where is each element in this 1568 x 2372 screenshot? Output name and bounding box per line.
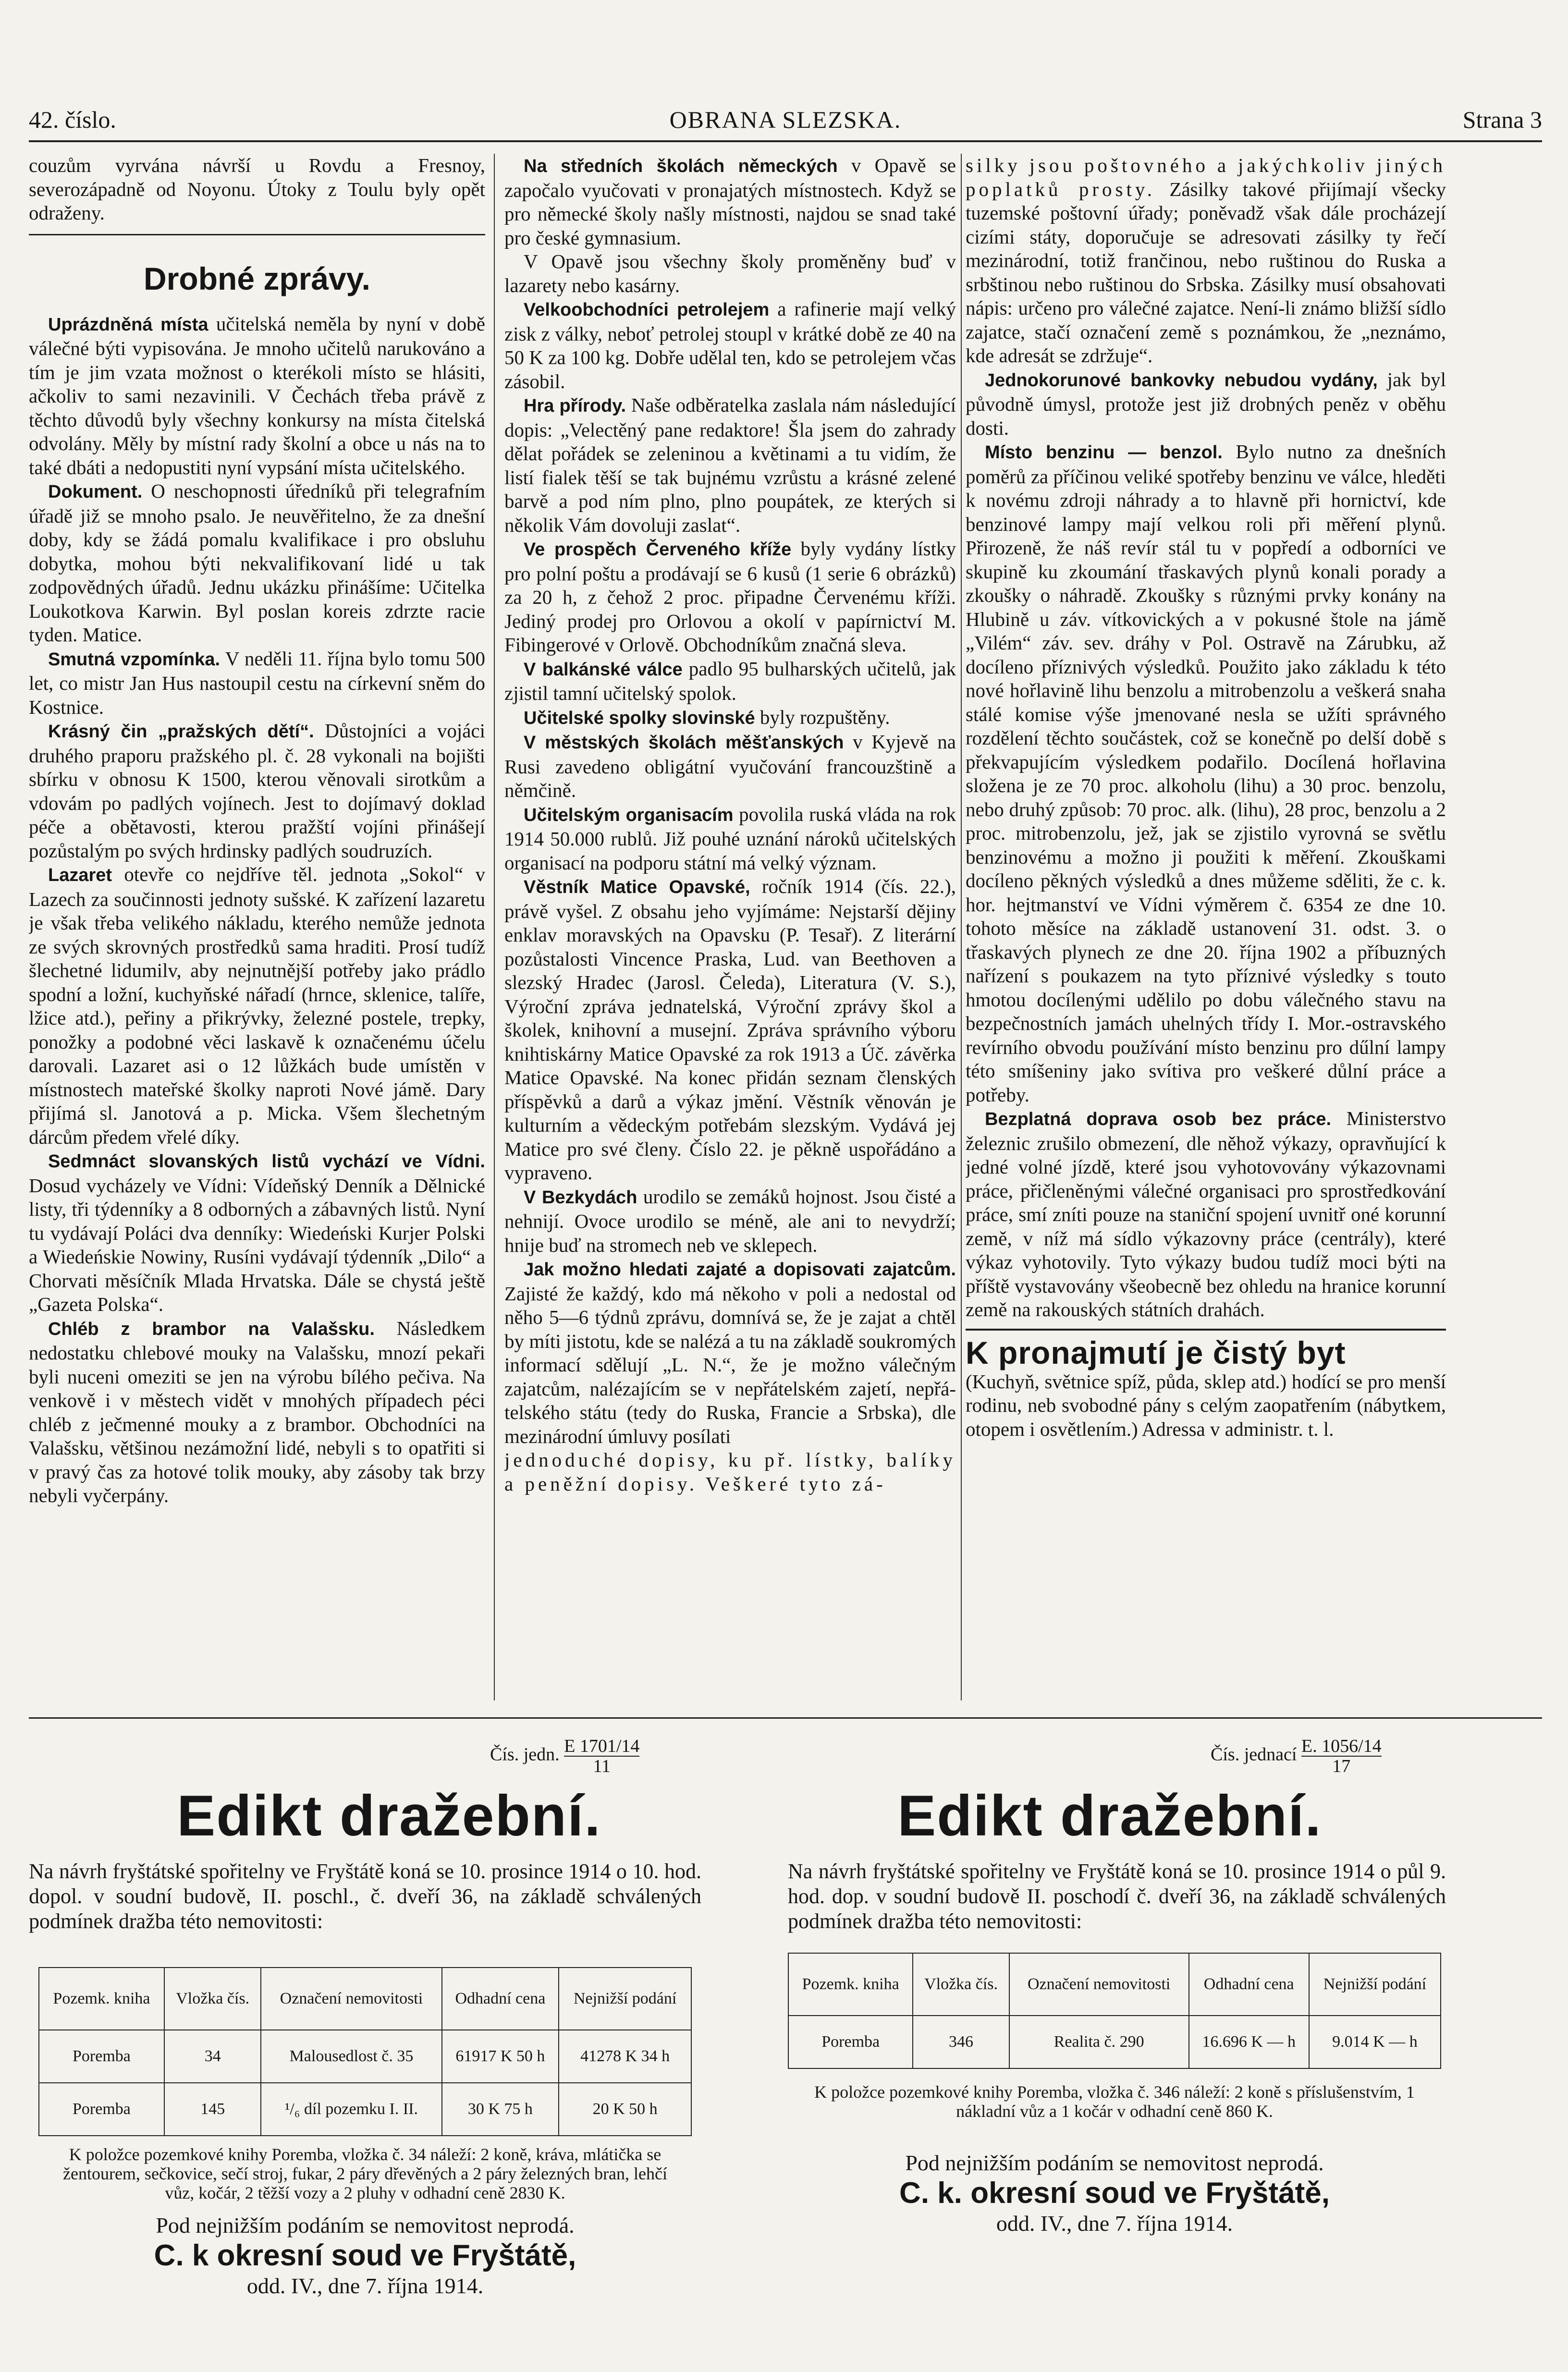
table-header-row: [39, 1968, 691, 2030]
ad-text: (Kuchyň, světnice spíž, půda, sklep atd.) hodící se pro menší rodinu, neb svobodné pány s celým zaopatřením (nábytkem, otopem i osvětlením.) Adressa v administr. t. l.: [966, 1370, 1446, 1440]
news-item: [504, 730, 956, 803]
lead-paragraph: [966, 154, 1446, 368]
section-rule: [29, 234, 485, 235]
table-header-cell: Označení nemovitosti: [1009, 1953, 1189, 2016]
edict-footer: [29, 2212, 701, 2299]
court-name: C. k okresní soud ve Fryštátě,: [154, 2239, 576, 2272]
news-item-headline: Jednokorunové bankovky nebudou vydány,: [985, 370, 1378, 391]
table-header-cell: Nejnižší podání: [1309, 1953, 1441, 2016]
news-item-text: Zajisté že každý, kdo má někoho v poli a nedostal od něho 5—6 týdnů zprávu, domnívá se, že je zajat a chtěl by míti jistotu, kde se nalézá a tu na základě soukromých informací sdělují „L. N.“, že je možno válečným zajatcům, nalézajícím se v nepřátelském zajetí, nepřá-telského státu (tedy do Ruska, Francie a Srbska), dle mezinárodní úmluvy posílati: [504, 1282, 956, 1447]
news-item: [504, 297, 956, 393]
table-header-cell: Vložka čís.: [913, 1953, 1009, 2016]
edict-intro: Na návrh fryštátské spořitelny ve Fryštátě koná se 10. prosince 1914 o 10. hod. dopol. v soudní budově, II. poschl., č. dveří 36, na základě schválených podmínek dražba této nemovitosti:: [29, 1859, 701, 1933]
newspaper-title: OBRANA SLEZSKA.: [669, 106, 902, 133]
page-number: Strana 3: [1462, 106, 1542, 133]
news-item-text: O neschopnosti úředníků při telegrafním úřadě již se mnoho psalo. Je neuvěřitelno, že za dnešní doby, kdy se žádá pomalu kvalifikace i pro obsluhu dobytka, mohou býti nekvalifikovaní lidé u tak zodpovědných úřadů. Jednu ukázku přinášíme: Učitelka Loukotkova Karwin. Byl poslan koreis zdrzte racie tyden. Matice.: [29, 480, 485, 646]
news-item: [504, 1448, 956, 1496]
table-cell: 346: [913, 2016, 1009, 2068]
edict-intro: Na návrh fryštátské spořitelny ve Fryštátě koná se 10. prosince 1914 o půl 9. hod. dop. v soudní budově II. poschodí č. dveří 36, na základě schválených podmínek dražba této nemovitosti:: [788, 1859, 1446, 1933]
news-item-text: padlo 95 bulharských učitelů, jak zjistil tamní učitelský spolok.: [504, 657, 956, 704]
news-item-text: urodilo se zemáků hojnost. Jsou čisté a nehnijí. Ovoce urodilo se méně, ale ani to nevydrží; hnije buď na stromech neb ve sklepech.: [504, 1185, 956, 1256]
news-item-text: Dosud vycházely ve Vídni: Vídeňský Denník a Dělnické listy, tři týdenníky a 8 odborných a zábavných listů. Nyní tu vydávají Poláci dva denníky: Wiedeński Kurjer Polski a Wiedeńskie Nowiny, Rusíni vydávají týdenník „Dilo“ a Chorvati měsíčník Mlada Hrvatska. Dále se chystá ještě „Gazeta Polska“.: [29, 1174, 485, 1315]
property-table: [38, 1967, 692, 2136]
section-title: Drobné zprávy.: [144, 260, 370, 296]
news-item-text: byly vydány lístky pro polní poštu a prodávají se 6 kusů (1 serie 6 obrázků) za 20 h, z čehož 2 proc. připadne Červenému kříži. Jediný prodej pro Orlovou a okolí v papírnictví M. Fibingerové v Orlově. Obchodníkům značná sleva.: [504, 538, 956, 656]
column-2: [504, 154, 956, 1720]
news-item-headline: Jak možno hledati zajaté a dopisovati zajatcům.: [524, 1259, 956, 1280]
news-item-text: jak byl původně úmysl, protože jest již drobných peněz v oběhu dosti.: [966, 368, 1446, 439]
news-items-col1: [29, 312, 485, 1508]
reference-number: [1211, 1736, 1382, 1776]
news-item-headline: Dokument.: [48, 482, 143, 502]
news-item-text: byly rozpuštěny.: [760, 706, 890, 728]
table-cell: 30 K 75 h: [442, 2083, 559, 2136]
table-cell: 41278 K 34 h: [559, 2030, 691, 2083]
table-row: [39, 2030, 691, 2083]
news-item: [966, 1107, 1446, 1322]
court-name: C. k. okresní soud ve Fryštátě,: [899, 2176, 1330, 2210]
intro-paragraph: couzům vyrvána návrší u Rovdu a Fresnoy, severozápadně od Noyonu. Útoky z Toulu byly opět odraženy.: [29, 154, 485, 224]
spaced-text: silky jsou poštovného a jakýchkoliv jiných poplatků prosty.: [966, 154, 1446, 200]
news-item-headline: Hra přírody.: [524, 396, 626, 416]
table-cell: Poremba: [788, 2016, 913, 2068]
ad-title: K pronajmutí je čistý byt: [966, 1334, 1346, 1370]
news-item-text: V neděli 11. října bylo tomu 500 let, co mistr Jan Hus nastoupil cestu na církevní sněm do Kostnice.: [29, 647, 485, 718]
news-item-text: povolila ruská vláda na rok 1914 50.000 rublů. Již pouhé uznání nároků učitelských organisací na podporu státní má velký význam.: [504, 803, 956, 874]
news-item: [29, 863, 485, 1149]
edict-footer: [778, 2150, 1451, 2237]
news-item: [29, 479, 485, 647]
news-item-headline: Věstník Matice Opavské,: [524, 877, 750, 897]
spaced-text: jednoduché dopisy, ku př. lístky, balíky a peněžní dopisy. Veškeré tyto zá-: [504, 1449, 956, 1495]
edict-condition: Pod nejnižším podáním se nemovitost neprodá.: [156, 2213, 575, 2238]
lead-text: Zásilky takové přijímají všecky tuzemské poštovní úřady; poněvadž však dále procházejí cizími státy, doporučuje se adresovati zásilky ty řečí mezinárodní, totiž frančinou, nebo ruštinou do Ruska a srbštinou nebo ruštinou do Srbska. Zásilky musí obsahovati nápis: určeno pro válečné zajatce. Není-li známo bližší sídlo zajatce, stačí označení země s poznámkou, že „neznámo, kde adresát se zdržuje“.: [966, 178, 1446, 367]
table-cell: 9.014 K — h: [1309, 2016, 1441, 2068]
news-item-text: V Opavě jsou všechny školy proměněny buď v lazarety nebo kasárny.: [504, 250, 956, 296]
property-table: [788, 1953, 1441, 2069]
table-header-cell: Nejnižší podání: [559, 1968, 691, 2030]
reference-prefix: Čís. jedn.: [490, 1744, 560, 1765]
news-item-headline: V balkánské válce: [524, 659, 683, 680]
reference-denominator: 11: [593, 1756, 611, 1776]
news-item: [29, 1317, 485, 1508]
news-item-text: Bylo nutno za dnešních poměrů za příčinou veliké spotřeby benzinu ve válce, hleděti k novému zdroji náhrady a to hlavně při hornictví, kde benzinové lampy mají velkou roli při měření plynů. Přirozeně, že náš revír stál tu v popředí a odborníci ve skupině ku zkoumání třaskavých plynů konali porady a zkoušky o náhradě. Zkoušky s různými prvky konány na Hlubině u záv. vítkovických a v pokusné štole na jámě „Vilém“ záv. sev. dráhy v Pol. Ostravě na Zárubku, až docíleno příznivých výsledků. Použito jako základu k této nové hořlavině lihu benzolu a mitrobenzolu a veškerá snaha stálé komise výše jmenované nesla se užíti správného rozdělení těchto součástek, což se konečně po delší době s překvapujícím výsledkem podařilo. Docílená hořlavina složena je ze 70 proc. alkoholu (lihu) a 30 proc. benzolu, nebo druhý způsob: 70 proc. alk. (lihu), 28 proc, benzolu a 2 proc. mitrobenzolu, jež, jak se zjistilo vyrovná se světlu benzinovému a možno ji použiti k měření. Zkouškami docíleno pěkných výsledků a dnes můžeme sděliti, že c. k. hor. hejtmanství ve Vídni výměrem č. 6354 ze dne 10. tohoto měsíce na základě ustanovení 31. odst. 3. o třaskavých plynech ze dne 20. října 1902 a příbuzných nařízení s poukazem na tyto příznivé výsledky s touto hmotou docílenými udělilo po dobu válečného stavu na bezpečnostních jamách uhelných třídy I. Mor.-ostravského revírního obvodu používání místo benzinu pro dűlní lampy této smíšeniny jako svítiva pro veškeré důlní práce a potřeby.: [966, 440, 1446, 1106]
edict-separator: [29, 1717, 1542, 1719]
issue-number: 42. číslo.: [29, 106, 116, 133]
news-item-text: Naše odběratelka zaslala nám následující dopis: „Velectěný pane redaktore! Šla jsem do zahrady dělat pořádek se zeleninou a květinami a tu vidím, že listí fialek těší se tak bujnému vzrůstu a krásné zelené barvě a pod ním plno, plno poupátek, ze kterých si několik Vám dovoluji zaslat“.: [504, 394, 956, 536]
news-item-text: učitelská neměla by nyní v době válečné býti vypisována. Je mnoho učitelů narukováno a tím je jim vzata možnost o kterékoli místo se hlásiti, ačkoliv to sami nezavinili. V Čechách třeba právě z těchto důvodů byly všechny konkursy na místa čitelská odvolány. Měly by místní rady školní a obce u nás na to také dbáti a nedopustiti nyní vypsání místa učitelského.: [29, 312, 485, 478]
news-item: [504, 657, 956, 706]
news-item-text: Ministerstvo železnic zrušilo obmezení, dle něhož výkazy, opravňující k jedné volné jízdě, které jsou vyhotovovány výkazovnami práce, přičleněnými válečné organisaci pro sprostředkování práce, smí zníti pouze na staniční spojení uvnitř oné korunní země, v níž má sídlo výkazovny práce (centrály), které výkaz vyhotovily. Tyto výkazy budou tudíž moci býti na příště vystavovány všeobecně bez ohledu na hranice korunní země na rakouských státních drahách.: [966, 1107, 1446, 1320]
table-body: [788, 2016, 1441, 2068]
reference-fraction: [564, 1736, 639, 1776]
news-item-headline: Smutná vzpomínka.: [48, 649, 220, 670]
ad-rule: [966, 1329, 1446, 1331]
news-item-headline: Učitelské spolky slovinské: [524, 708, 755, 728]
news-item-headline: Ve prospěch Červeného kříže: [524, 539, 792, 560]
news-item: [504, 706, 956, 731]
table-header-row: [788, 1953, 1441, 2016]
table-cell: Realita č. 290: [1009, 2016, 1189, 2068]
news-item-headline: Bezplatná doprava osob bez práce.: [985, 1109, 1332, 1129]
column-divider: [494, 154, 495, 1700]
news-item-headline: V Bezkydách: [524, 1187, 637, 1208]
table-header-cell: Odhadní cena: [442, 1968, 559, 2030]
news-item-headline: Sedmnáct slovanských listů vychází ve Vídni.: [48, 1151, 485, 1172]
news-item: [504, 1185, 956, 1258]
running-header: [29, 106, 1542, 139]
news-item: [504, 393, 956, 537]
news-item: [504, 537, 956, 657]
column-divider: [961, 154, 962, 1700]
column-3: [966, 154, 1446, 1720]
table-header-cell: Pozemk. kniha: [39, 1968, 164, 2030]
news-item-text: otevře co nejdříve těl. jednota „Sokol“ v Lazech za součinnosti jednoty sušské. K zařízení lazaretu je však třeba velikého nákladu, kterého nemůže jednota ze svých skrovných prostředků sama hraditi. Prosí tudíž šlechetné lidumilv, aby nejnutnější potřeby jako prádlo spodní a ložní, kuchyňské nářadí (hrnce, sklenice, talíře, lžice atd.), peřiny a přikrývky, železné postele, trepky, ponožky a podobné věci laskavě k označenému účelu darovali. Lazaret asi o 12 lůžkách bude umístěn v místnostech mateřské školky naproti Nové jámě. Dary přijímá sl. Janotová a p. Micka. Všem šlechetným dárcům předem vřelé díky.: [29, 863, 485, 1148]
news-item-text: ročník 1914 (čís. 22.), právě vyšel. Z obsahu jeho vyjímáme: Nejstarší dějiny enklav moravských na Opavsku (P. Tesař). Z literární pozůstalosti Vincence Praska, Lud. van Beethoven a slezský Hradec (Jarosl. Čeleda), Literatura (V. S.), Výroční zpráva jednatelská, Výroční zprávy škol a školek, knihovní a musejní. Zpráva správního výboru knihtiskárny Matice Opavské za rok 1913 a Úč. závěrka Matice Opavské. Na konec přidán seznam členských příspěvků a darů a výkaz jmění. Věstník věnován je kulturním a vědeckým potřebám slezským. Vydává jej Matice pro své členy. Číslo 22. je pěkně uspořádáno a vypraveno.: [504, 875, 956, 1184]
reference-number: [490, 1736, 639, 1776]
table-cell: Poremba: [39, 2083, 164, 2136]
news-item: [504, 154, 956, 250]
column-1: [29, 154, 485, 1720]
edict-right: [749, 1727, 1470, 2255]
reference-denominator: 17: [1332, 1756, 1351, 1776]
news-item: [29, 312, 485, 480]
news-item-text: v Kyjevě na Rusi zavedeno obligátní vyučování francouzštině a němčině.: [504, 731, 956, 801]
table-cell: Malousedlost č. 35: [261, 2030, 441, 2083]
table-cell: 145: [164, 2083, 261, 2136]
table-header-cell: Označení nemovitosti: [261, 1968, 441, 2030]
header-rule: [29, 140, 1542, 142]
reference-fraction: [1301, 1736, 1382, 1776]
news-item: [966, 440, 1446, 1107]
news-item: [966, 368, 1446, 440]
table-body: [39, 2030, 691, 2136]
news-item: [504, 803, 956, 875]
news-item-headline: Na středních školách německých: [524, 156, 838, 176]
news-item: [504, 875, 956, 1185]
news-items-col2: [504, 154, 956, 1496]
table-header-cell: Odhadní cena: [1189, 1953, 1309, 2016]
edict-date: odd. IV., dne 7. října 1914.: [246, 2274, 484, 2298]
news-item-headline: Chléb z brambor na Valašsku.: [48, 1319, 375, 1339]
edict-date: odd. IV., dne 7. října 1914.: [996, 2211, 1233, 2236]
table-header-cell: Pozemk. kniha: [788, 1953, 913, 2016]
table-row: [39, 2083, 691, 2136]
news-items-col3: [966, 368, 1446, 1322]
news-item: [29, 1149, 485, 1317]
news-item-text: Následkem nedostatku chlebové mouky na Valašsku, mnozí pekaři byli nuceni omeziti se jen na výrobu bílého pečiva. Na venkově i v městech vidět v mnohých případech péci chléb z ječmenné mouky a z brambor. Obchodníci na Valašsku, většinou nezámožní lidé, nebyli s to opatřiti si v pravý čas za hotové tolik mouky, aby zásoby tak brzy nebyli vyčerpány.: [29, 1317, 485, 1506]
edict-condition: Pod nejnižším podáním se nemovitost neprodá.: [905, 2151, 1324, 2175]
edict-title: Edikt dražební.: [897, 1784, 1322, 1848]
table-cell: 20 K 50 h: [559, 2083, 691, 2136]
news-item-text: a rafinerie mají velký zisk z války, neboť petrolej stoupl v krátké době ze 40 na 50 K za 100 kg. Dobře udělal ten, kdo se petrolejem včas zásobil.: [504, 298, 956, 392]
table-cell: 61917 K 50 h: [442, 2030, 559, 2083]
news-item: [504, 1257, 956, 1448]
news-item-headline: Místo benzinu — benzol.: [985, 442, 1223, 463]
news-item-headline: V městských školách měšťanských: [524, 733, 844, 753]
news-item: [29, 719, 485, 863]
news-item-headline: Krásný čin „pražských dětí“.: [48, 721, 314, 742]
news-item: [29, 647, 485, 720]
news-item-headline: Velkoobchodníci petrolejem: [524, 300, 770, 320]
table-cell: Poremba: [39, 2030, 164, 2083]
edict-title: Edikt dražební.: [177, 1784, 601, 1848]
table-cell: 16.696 K — h: [1189, 2016, 1309, 2068]
reference-prefix: Čís. jednací: [1211, 1744, 1297, 1765]
reference-numerator: E. 1056/14: [1301, 1736, 1382, 1756]
news-item-text: Důstojníci a vojáci druhého praporu pražského pl. č. 28 vykonali na bojišti sbírku v obnosu K 1500, kterou věnovali sirotkům a vdovám po padlých vojínech. Jest to dojímavý doklad péče a obětavosti, kterou pražští vojíni přinášejí pozůstalým po svých hrdinsky padlých soudruzích.: [29, 720, 485, 862]
table-header-cell: Vložka čís.: [164, 1968, 261, 2030]
edict-note: K položce pozemkové knihy Poremba, vložka č. 34 náleží: 2 koně, kráva, mlátička se žentourem, sečkovice, sečí stroj, fukar, 2 páry dřevěných a 2 páry železných bran, lehčí vůz, kočár, 2 těžší vozy a 2 pluhy v odhadní ceně 2830 K.: [63, 2145, 667, 2202]
reference-numerator: E 1701/14: [564, 1736, 640, 1756]
news-item: [504, 250, 956, 297]
news-item-headline: Lazaret: [48, 865, 112, 885]
edict-note: K položce pozemkové knihy Poremba, vložka č. 346 náleží: 2 koně s příslušenstvím, 1 nákladní vůz a 1 kočár v odhadní ceně 860 K.: [814, 2082, 1415, 2121]
news-item-text: v Opavě se započalo vyučovati v pronajatých místnostech. Když se pro německé školy našly místnosti, najdou se snad také pro české gymnasium.: [504, 154, 956, 249]
table-cell: 34: [164, 2030, 261, 2083]
news-item-headline: Učitelským organisacím: [524, 805, 734, 825]
news-item-headline: Uprázdněná místa: [48, 314, 208, 335]
edict-left: [29, 1727, 749, 2298]
table-cell: ¹/₆ díl pozemku I. II.: [261, 2083, 441, 2136]
table-row: [788, 2016, 1441, 2068]
